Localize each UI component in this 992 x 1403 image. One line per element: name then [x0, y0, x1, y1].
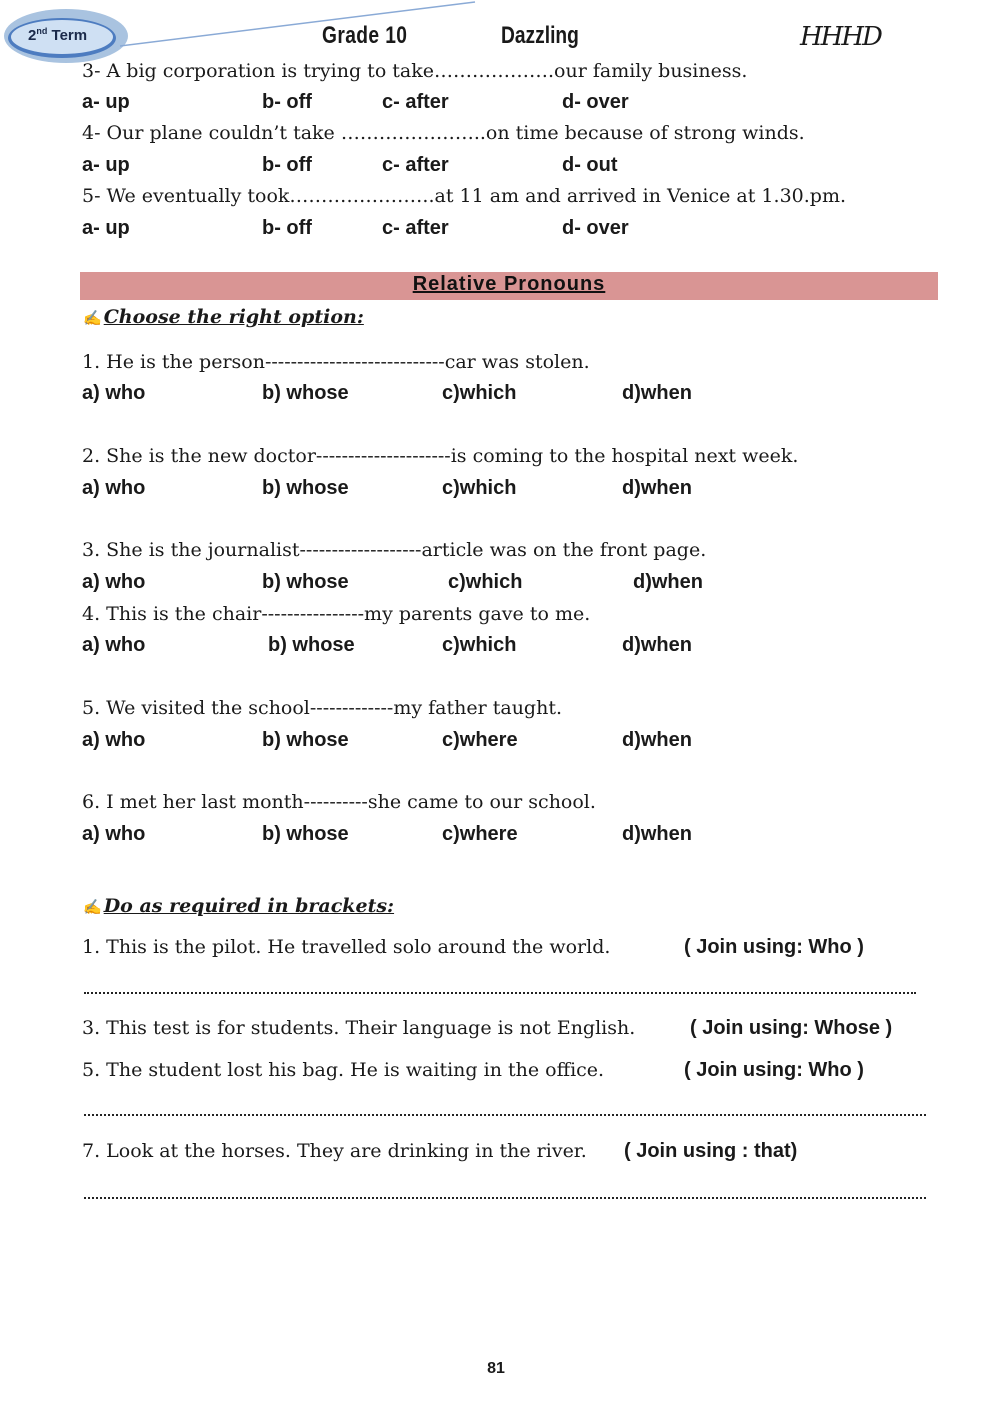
option-d[interactable]: d- over	[562, 91, 629, 113]
instruction-required: ✍ Do as required in brackets:	[83, 895, 395, 917]
join-hint: ( Join using : that)	[624, 1140, 798, 1162]
join-hint: ( Join using: Who )	[684, 936, 864, 958]
option-a[interactable]: a) who	[82, 823, 146, 845]
grade-label: Grade 10	[322, 22, 408, 49]
option-d[interactable]: d)when	[622, 823, 692, 845]
option-a[interactable]: a) who	[82, 477, 146, 499]
option-b[interactable]: b) whose	[262, 729, 349, 751]
option-b[interactable]: b- off	[262, 154, 312, 176]
term-label: 2nd Term	[28, 26, 88, 44]
option-d[interactable]: d)when	[622, 729, 692, 751]
option-c[interactable]: c- after	[382, 217, 449, 239]
option-c[interactable]: c)which	[442, 382, 517, 404]
option-d[interactable]: d- out	[562, 154, 618, 176]
book-title: Dazzling	[501, 22, 579, 49]
instruction-choose: ✍ Choose the right option:	[83, 306, 364, 328]
option-c[interactable]: c)which	[448, 571, 523, 593]
option-c[interactable]: c)where	[442, 729, 518, 751]
option-b[interactable]: b- off	[262, 217, 312, 239]
option-d[interactable]: d)when	[622, 634, 692, 656]
option-b[interactable]: b) whose	[262, 571, 349, 593]
option-d[interactable]: d)when	[633, 571, 703, 593]
page-number: 81	[487, 1360, 505, 1377]
option-a[interactable]: a- up	[82, 217, 130, 239]
option-b[interactable]: b) whose	[262, 823, 349, 845]
answer-line[interactable]	[84, 1114, 926, 1116]
header-swoosh	[120, 0, 480, 50]
option-a[interactable]: a) who	[82, 382, 146, 404]
option-a[interactable]: a- up	[82, 154, 130, 176]
option-c[interactable]: c- after	[382, 154, 449, 176]
option-b[interactable]: b) whose	[262, 382, 349, 404]
option-d[interactable]: d)when	[622, 477, 692, 499]
option-c[interactable]: c)which	[442, 477, 517, 499]
option-a[interactable]: a- up	[82, 91, 130, 113]
option-d[interactable]: d- over	[562, 217, 629, 239]
option-a[interactable]: a) who	[82, 571, 146, 593]
option-b[interactable]: b- off	[262, 91, 312, 113]
option-c[interactable]: c)which	[442, 634, 517, 656]
option-a[interactable]: a) who	[82, 634, 146, 656]
option-c[interactable]: c)where	[442, 823, 518, 845]
pencil-icon: ✍	[83, 898, 102, 916]
option-b[interactable]: b) whose	[268, 634, 355, 656]
section-title: Relative Pronouns	[412, 273, 606, 295]
option-b[interactable]: b) whose	[262, 477, 349, 499]
answer-line[interactable]	[84, 1197, 926, 1199]
option-d[interactable]: d)when	[622, 382, 692, 404]
option-a[interactable]: a) who	[82, 729, 146, 751]
answer-line[interactable]	[84, 992, 916, 994]
join-hint: ( Join using: Whose )	[690, 1017, 893, 1039]
option-c[interactable]: c- after	[382, 91, 449, 113]
join-hint: ( Join using: Who )	[684, 1059, 864, 1081]
pencil-icon: ✍	[83, 309, 102, 327]
author-signature: HHHD	[800, 22, 881, 52]
